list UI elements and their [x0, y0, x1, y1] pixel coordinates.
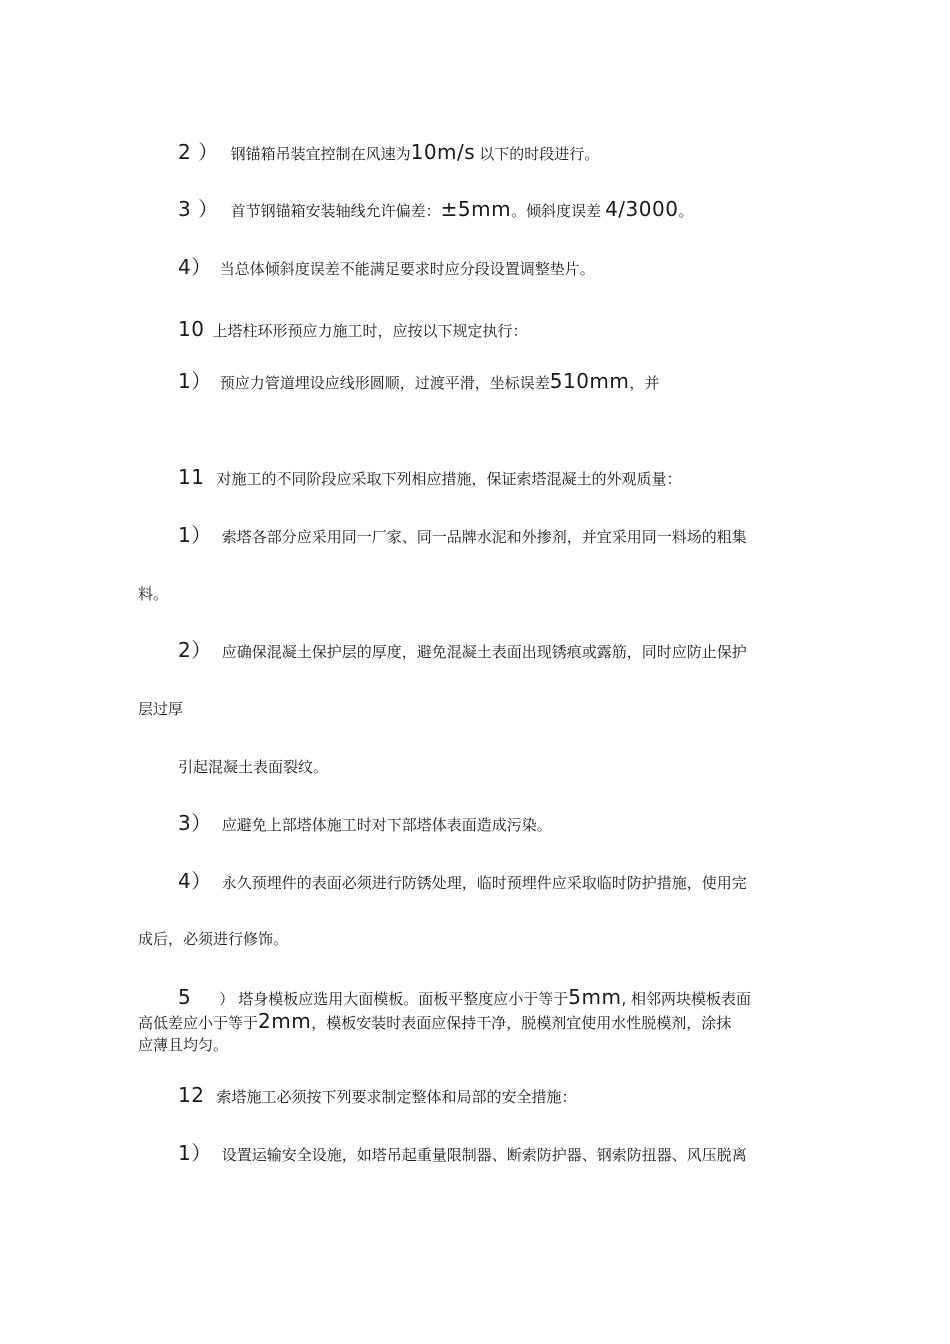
item-4-continuation: [138, 929, 288, 949]
item-text-tail: 以下的时段进行。: [479, 145, 600, 163]
section-number: 10: [178, 317, 205, 341]
item-3-axis-deviation: [178, 199, 693, 221]
section-number: 12: [178, 1083, 205, 1107]
item-text: 层过厚: [138, 700, 184, 718]
item-number: 2 ）: [178, 140, 219, 164]
section-12-heading: [178, 1085, 576, 1107]
item-2-wind-speed: [178, 142, 599, 164]
item-text: 引起混凝土表面裂纹。: [178, 758, 329, 776]
item-number: 5: [178, 985, 192, 1009]
item-text: 索塔各部分应采用同一厂家、同一品牌水泥和外掺剂，并宜采用同一料场的粗集: [221, 528, 747, 546]
item-number: 1）: [178, 523, 212, 547]
item-paren: ）: [219, 990, 235, 1008]
item-text: 当总体倾斜度误差不能满足要求时应分段设置调整垫片。: [219, 260, 595, 278]
section-text: 上塔柱环形预应力施工时，应按以下规定执行：: [212, 322, 528, 340]
item-number: 1）: [178, 369, 212, 393]
item-1-same-materials: [178, 525, 747, 547]
item-text: 应确保混凝土保护层的厚度，避免混凝土表面出现锈痕或露筋，同时应防止保护: [221, 643, 747, 661]
item-3-pollution: [178, 813, 552, 835]
value: ±5mm: [440, 197, 512, 221]
item-text: 首节钢锚箱安装轴线允许偏差：: [230, 202, 441, 220]
item-text: 预应力管道埋设应线形圆顺，过渡平滑，坐标误差: [219, 374, 550, 392]
item-4-embedded-parts: [178, 871, 747, 893]
item-text: , 相邻两块模板表面: [621, 990, 752, 1008]
item-number: 4）: [178, 255, 212, 279]
item-number: 3）: [178, 811, 212, 835]
value: 510mm: [549, 369, 630, 393]
item-4-shim: [178, 257, 595, 279]
item-number: 3 ）: [178, 197, 219, 221]
item-text: 设置运输安全设施，如塔吊起重量限制器、断索防护器、钢索防扭器、风压脱离: [221, 1146, 747, 1164]
item-text: 塔身模板应选用大面模板。面板平整度应小于等于: [238, 990, 569, 1008]
item-1-transport-safety: [178, 1143, 747, 1165]
value: 5mm: [568, 985, 622, 1009]
item-1-continuation: [138, 584, 168, 604]
item-text: 成后，必须进行修饰。: [138, 930, 289, 948]
item-number: 2）: [178, 638, 212, 662]
item-text-tail: 。: [678, 202, 694, 220]
item-text: ，模板安装时表面应保持干净，脱模剂宜使用水性脱模剂，涂抹: [311, 1014, 732, 1032]
value: 10m/s: [410, 140, 476, 164]
item-number: 1）: [178, 1141, 212, 1165]
value: 2mm: [258, 1009, 312, 1033]
item-text: 应避免上部塔体施工时对下部塔体表面造成污染。: [221, 816, 552, 834]
section-text: 索塔施工必须按下列要求制定整体和局部的安全措施：: [216, 1088, 577, 1106]
item-text: 永久预埋件的表面必须进行防锈处理，临时预埋件应采取临时防护措施，使用完: [221, 874, 747, 892]
item-text: 料。: [138, 585, 169, 603]
item-text: 钢锚箱吊装宜控制在风速为: [230, 145, 411, 163]
item-2-cover-thickness: [178, 640, 747, 662]
section-11-heading: [178, 467, 681, 489]
section-text: 对施工的不同阶段应采取下列相应措施，保证索塔混凝土的外观质量：: [216, 470, 682, 488]
value: 4/3000: [605, 197, 679, 221]
item-2-continuation: [138, 699, 183, 719]
item-2-continuation-2: [178, 757, 328, 777]
section-number: 11: [178, 465, 205, 489]
item-1-prestress-duct: [178, 371, 659, 393]
item-text: 应薄且均匀。: [138, 1036, 229, 1054]
item-text: 。倾斜度误差: [511, 202, 602, 220]
item-number: 4）: [178, 869, 212, 893]
section-10-heading: [178, 319, 527, 341]
item-5-formwork: [138, 986, 808, 1056]
item-text: 高低差应小于等于: [138, 1014, 259, 1032]
item-text-tail: ，并: [629, 374, 660, 392]
